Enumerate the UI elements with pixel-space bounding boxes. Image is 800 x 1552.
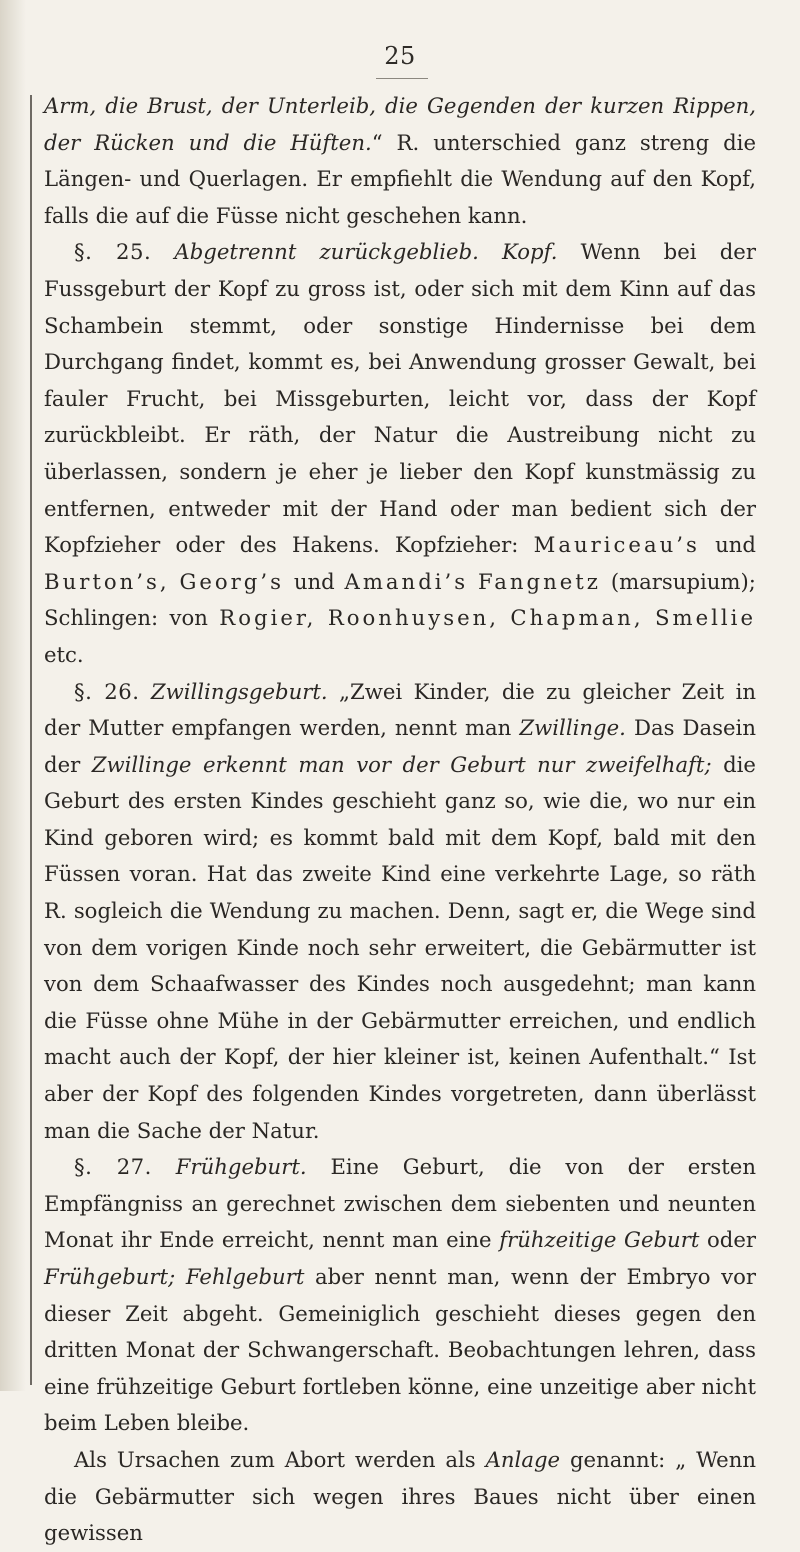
text-run: die Geburt des ersten Kindes geschieht ganz so, wie die, wo nur ein Kind geboren wird; es kommt bald mit dem Kopf, bald mit den Füssen voran. Hat das zweite Kind eine verkehrte Lage, so räth R. sogleich die Wendung zu machen. Denn, sagt er, die Wege sind von dem vorigen Kinde noch sehr erweitert, die Gebärmutter ist von dem Schaafwasser des Kindes noch ausgedehnt; man kann die Füsse ohne Mühe in der Gebärmutter erreichen, und endlich macht auch der Kopf, der hier kleiner ist, keinen Aufenthalt.“ Ist aber der Kopf des folgenden Kindes vorgetreten, dann überlässt man die Sache der Natur. xyxy=(44,751,756,1143)
italic-term: Anlage xyxy=(485,1446,561,1472)
text-run: oder xyxy=(707,1227,756,1253)
margin-rule xyxy=(30,95,32,1385)
paragraph-section-25 xyxy=(44,234,756,673)
author-name: Amandi’s xyxy=(344,568,469,594)
binding-shadow xyxy=(0,0,26,1391)
text-run: Wenn bei der Fussgeburt der Kopf zu gross ist, oder sich mit dem Kinn auf das Schambein stemmt, oder sonstige Hindernisse bei dem Durchgang findet, kommt es, bei Anwendung grosser Gewalt, bei fauler Frucht, bei Missgeburten, leicht vor, dass der Kopf zurückbleibt. Er räth, der Natur die Austreibung nicht zu überlassen, sondern je eher je lieber den Kopf kunstmässig zu entfernen, entweder mit der Hand oder man bedient sich der Kopfzieher oder des Hakens. Kopfzieher: xyxy=(44,239,756,558)
italic-term: Frühgeburt; Fehlgeburt xyxy=(44,1264,305,1289)
italic-term: frühzeitige Geburt xyxy=(499,1227,700,1253)
text-run: „Zwei Kinder, die zu gleicher Zeit in der Mutter empfangen werden, nennt man xyxy=(44,678,756,741)
page-number: 25 xyxy=(384,42,416,70)
paragraph-section-27 xyxy=(44,1149,756,1442)
author-name: Georg’s xyxy=(179,568,284,594)
text-run: etc. xyxy=(44,641,84,667)
section-number: §. 27. xyxy=(74,1154,152,1180)
author-name: Mauriceau’s xyxy=(533,532,700,558)
paragraph-section-26 xyxy=(44,674,756,1150)
text-run: und xyxy=(293,568,335,594)
text-run: und xyxy=(715,532,756,558)
text-run: (marsupium); Schlingen: von xyxy=(44,568,756,631)
text-run: Das Dasein der xyxy=(44,715,756,777)
author-name: Burton’s, xyxy=(44,568,170,594)
page-number-underline xyxy=(376,78,428,79)
text-run: genannt: „ Wenn die Gebärmutter sich wegen ihres Baues nicht über einen gewissen xyxy=(44,1446,756,1546)
italic-phrase: Zwillinge erkennt man vor der Geburt nur zweifelhaft; xyxy=(91,751,712,777)
text-run: aber nennt man, wenn der Embryo vor dieser Zeit abgeht. Gemeiniglich geschieht dieses gegen den dritten Monat der Schwangerschaft. Beobachtungen lehren, dass eine frühzeitige Geburt fortleben könne, eine unzeitige aber nicht beim Leben bleibe. xyxy=(44,1264,756,1436)
author-name: Smellie xyxy=(654,605,756,631)
section-title: Frühgeburt. xyxy=(175,1154,307,1180)
italic-term: Zwillinge. xyxy=(519,715,626,741)
text-run: Als Ursachen zum Abort werden als xyxy=(74,1446,476,1472)
author-name: Chapman, xyxy=(510,605,644,631)
text-run: “ R. unterschied ganz streng die Längen- und Querlagen. Er empfiehlt die Wendung auf den Kopf, falls die auf die Füsse nicht geschehen kann. xyxy=(44,129,756,228)
paragraph-abort-causes xyxy=(44,1442,756,1552)
instrument-name: Fangnetz xyxy=(478,568,601,594)
section-title: Zwillingsgeburt. xyxy=(150,678,328,704)
paragraph-continuation xyxy=(44,88,756,234)
italic-phrase: Arm, die Brust, der Unterleib, die Gegenden der kurzen Rippen, der Rücken und die Hüften. xyxy=(44,93,756,155)
body-text xyxy=(44,88,756,1552)
section-number: §. 26. xyxy=(74,678,140,704)
text-run: Eine Geburt, die von der ersten Empfängniss an gerechnet zwischen dem siebenten und neunten Monat ihr Ende erreicht, nennt man eine xyxy=(44,1154,756,1253)
author-name: Rogier, xyxy=(219,605,317,631)
section-title: Abgetrennt zurückgeblieb. Kopf. xyxy=(174,239,558,265)
author-name: Roonhuysen, xyxy=(327,605,499,631)
section-number: §. 25. xyxy=(74,239,152,265)
